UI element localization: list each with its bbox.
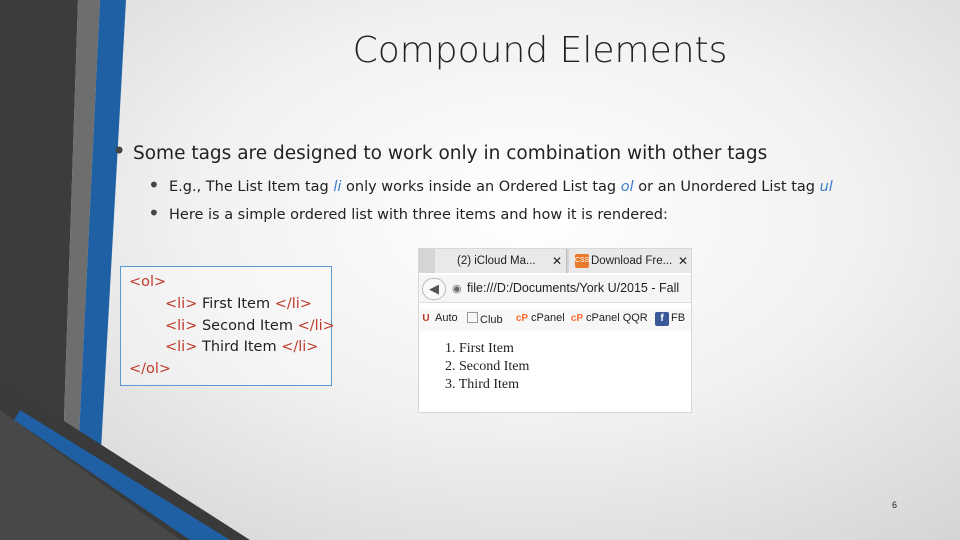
sub1-before: E.g., The List Item tag bbox=[169, 179, 334, 195]
apple-icon bbox=[441, 254, 455, 268]
list-item: 2. Second Item bbox=[445, 359, 530, 374]
tab-bar bbox=[419, 249, 692, 273]
checkbox-icon bbox=[467, 312, 478, 323]
page-number: 6 bbox=[892, 500, 898, 510]
browser-screenshot bbox=[418, 248, 692, 413]
bookmark-cpanel[interactable] bbox=[515, 312, 565, 326]
code-item-text: First Item bbox=[197, 296, 275, 312]
code-line bbox=[165, 318, 335, 334]
tag-ul: ul bbox=[819, 179, 833, 195]
magnet-icon: U bbox=[422, 313, 430, 324]
bookmark-label: cPanel QQR bbox=[586, 312, 648, 324]
main-bullet bbox=[112, 137, 768, 165]
bullet-dot-icon: • bbox=[148, 201, 160, 225]
slide-title: Compound Elements bbox=[352, 30, 728, 71]
code-ol-close: </ol> bbox=[129, 361, 172, 377]
main-bullet-text: Some tags are designed to work only in combination with other tags bbox=[133, 143, 768, 164]
bookmark-label: Auto bbox=[435, 312, 458, 324]
code-li-open: <li> bbox=[165, 318, 198, 334]
sub1-mid1: only works inside an Ordered List tag bbox=[341, 179, 621, 195]
code-li-close: </li> bbox=[274, 296, 312, 312]
code-ol-open: <ol> bbox=[129, 274, 167, 290]
tab-label: (2) iCloud Ma... bbox=[457, 255, 536, 267]
cpanel-icon: cP bbox=[570, 313, 584, 324]
sub-bullet-2 bbox=[148, 201, 668, 225]
list-item: 3. Third Item bbox=[445, 377, 520, 392]
css-icon: CSS bbox=[575, 254, 589, 268]
bookmark-auto[interactable] bbox=[419, 312, 458, 326]
bookmarks-bar bbox=[419, 309, 692, 331]
bookmark-label: Club bbox=[480, 314, 503, 326]
code-line bbox=[165, 296, 312, 312]
bullet-dot-icon: • bbox=[112, 137, 127, 165]
bookmark-fb[interactable] bbox=[655, 312, 685, 326]
code-item-text: Third Item bbox=[197, 339, 282, 355]
code-li-open: <li> bbox=[165, 339, 198, 355]
cpanel-icon: cP bbox=[515, 313, 529, 324]
close-tab-icon[interactable]: ✕ bbox=[677, 254, 688, 268]
code-example-box bbox=[120, 266, 335, 386]
list-item: 1. First Item bbox=[445, 341, 514, 356]
tag-li: li bbox=[333, 179, 342, 195]
tab-icloud[interactable] bbox=[435, 249, 567, 273]
url-field[interactable]: file:///D:/Documents/York U/2015 - Fall bbox=[467, 281, 680, 295]
sub-bullet-1-text bbox=[169, 179, 833, 195]
back-arrow-icon[interactable]: ◀ bbox=[422, 278, 446, 300]
bookmark-label: FB bbox=[671, 312, 686, 324]
sub1-mid2: or an Unordered List tag bbox=[633, 179, 820, 195]
code-item-text: Second Item bbox=[197, 318, 298, 334]
tag-ol: ol bbox=[620, 179, 634, 195]
sub-bullet-1 bbox=[148, 173, 833, 197]
address-bar bbox=[419, 275, 692, 303]
code-li-open: <li> bbox=[165, 296, 198, 312]
close-tab-icon[interactable]: ✕ bbox=[551, 254, 562, 268]
tab-download[interactable] bbox=[569, 249, 692, 273]
tab-label: Download Fre... bbox=[591, 255, 673, 267]
facebook-icon: f bbox=[655, 312, 669, 326]
bookmark-label: cPanel bbox=[531, 312, 565, 324]
sub-bullet-2-text: Here is a simple ordered list with three items and how it is rendered: bbox=[169, 207, 668, 223]
code-li-close: </li> bbox=[281, 339, 319, 355]
rendered-page bbox=[419, 333, 692, 413]
bookmark-club[interactable] bbox=[467, 312, 503, 326]
code-line bbox=[165, 339, 318, 355]
bookmark-cpanel-qqr[interactable] bbox=[570, 312, 648, 326]
code-li-close: </li> bbox=[297, 318, 335, 334]
globe-icon: ◉ bbox=[452, 283, 462, 295]
bullet-dot-icon: • bbox=[148, 173, 160, 197]
